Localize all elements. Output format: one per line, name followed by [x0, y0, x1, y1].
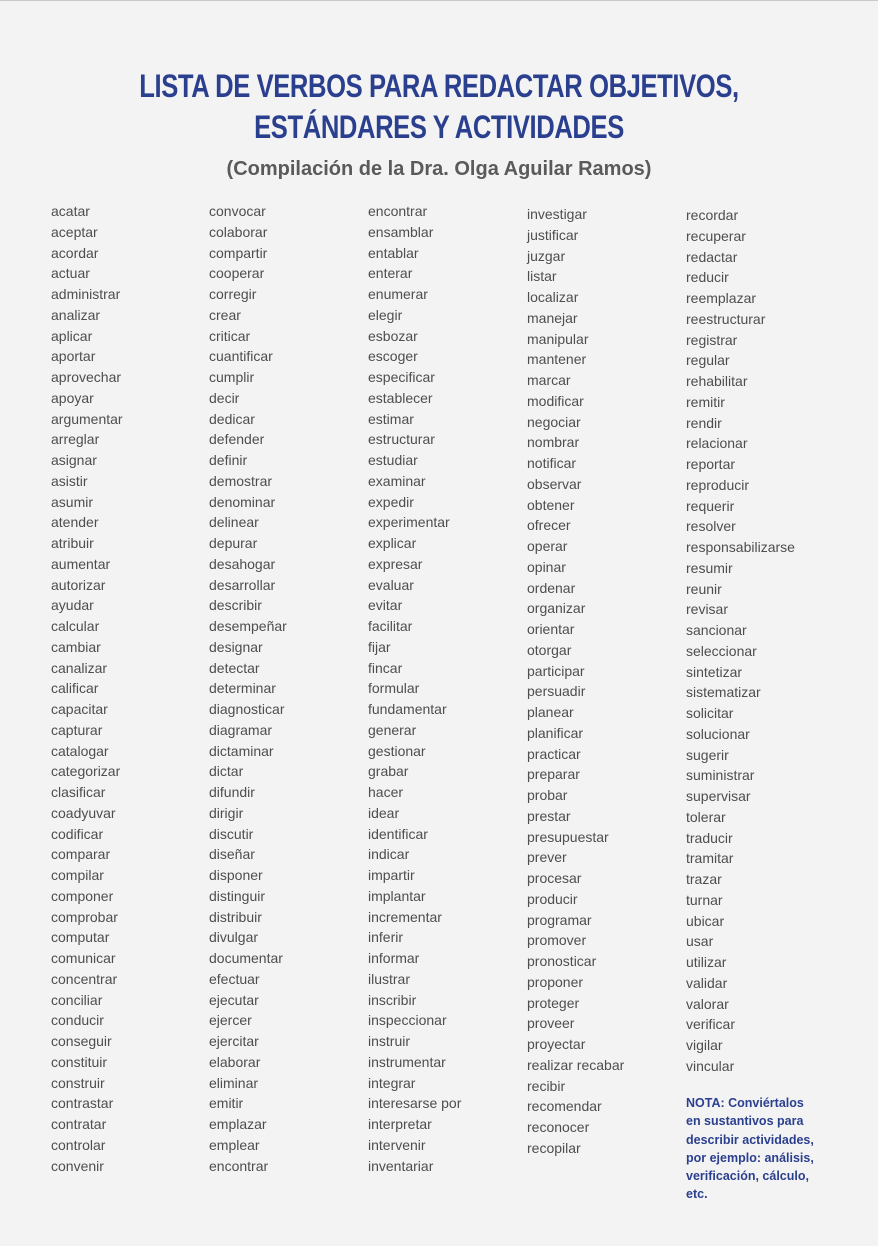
verb-item: autorizar — [51, 576, 106, 593]
verb-item: proteger — [527, 994, 580, 1011]
verb-item: atribuir — [51, 535, 94, 551]
verb-item: manejar — [527, 309, 578, 326]
verb-item: probar — [527, 787, 568, 803]
verb-item: experimentar — [368, 514, 450, 531]
verb-item: cuantificar — [209, 348, 273, 365]
verb-item: depurar — [209, 535, 258, 551]
verb-item: interesarse por — [368, 1095, 462, 1112]
verb-item: demostrar — [209, 472, 273, 489]
verb-item: especificar — [368, 369, 435, 385]
verb-item: desarrollar — [209, 576, 276, 593]
verb-item: ensamblar — [368, 223, 434, 240]
verb-item: suministrar — [686, 767, 755, 784]
verb-item: obtener — [527, 496, 575, 513]
verb-item: describir — [209, 597, 262, 614]
verb-item: entablar — [368, 244, 419, 261]
verb-item: inspeccionar — [368, 1012, 447, 1029]
verb-item: gestionar — [368, 742, 426, 759]
verb-item: generar — [368, 721, 417, 738]
verb-item: ofrecer — [527, 517, 571, 534]
verb-item: solucionar — [686, 725, 750, 742]
verb-item: defender — [209, 431, 265, 448]
verb-item: encontrar — [209, 1157, 269, 1174]
verb-item: trazar — [686, 871, 722, 887]
verb-item: concentrar — [51, 970, 118, 987]
verb-item: reestructurar — [686, 310, 766, 327]
verb-item: reducir — [686, 269, 729, 286]
verb-item: reemplazar — [686, 290, 757, 306]
verb-item: procesar — [527, 870, 582, 886]
verb-item: criticar — [209, 327, 251, 344]
verb-item: recomendar — [527, 1098, 602, 1115]
verb-item: fincar — [368, 659, 403, 676]
verb-item: registrar — [686, 331, 738, 348]
verb-item: proveer — [527, 1015, 575, 1032]
verb-item: programar — [527, 911, 592, 928]
verb-item: comparar — [51, 846, 111, 863]
verb-item: canalizar — [51, 659, 108, 676]
verb-item: compartir — [209, 244, 268, 261]
verb-item: construir — [51, 1074, 105, 1091]
verb-item: fijar — [368, 638, 391, 655]
verb-item: sancionar — [686, 622, 747, 638]
verb-item: ejercitar — [209, 1033, 259, 1049]
verb-item: justificar — [527, 226, 579, 243]
verb-item: prever — [527, 849, 567, 866]
verb-item: observar — [527, 475, 582, 492]
note-line: por ejemplo: análisis, — [686, 1150, 814, 1165]
verb-column-3 — [368, 201, 538, 1176]
verb-item: solicitar — [686, 705, 734, 721]
verb-item: promover — [527, 932, 587, 949]
verb-item: detectar — [209, 659, 260, 676]
verb-item: acordar — [51, 244, 99, 261]
verb-item: estimar — [368, 410, 414, 427]
verb-item: difundir — [209, 784, 255, 800]
verb-item: inventariar — [368, 1157, 434, 1174]
verb-item: capacitar — [51, 701, 108, 717]
page-title — [88, 66, 790, 148]
verb-item: diseñar — [209, 846, 255, 863]
verb-item: planear — [527, 704, 574, 720]
verb-item: marcar — [527, 372, 571, 388]
verb-item: revisar — [686, 601, 729, 618]
verb-item: explicar — [368, 535, 417, 551]
verb-item: integrar — [368, 1074, 416, 1091]
verb-item: corregir — [209, 286, 257, 302]
verb-item: divulgar — [209, 929, 259, 946]
note — [686, 1094, 846, 1204]
verb-item: catalogar — [51, 742, 109, 759]
title-line-1: LISTA DE VERBOS PARA REDACTAR OBJETIVOS, — [139, 68, 739, 104]
verb-item: tolerar — [686, 808, 726, 825]
verb-item: sugerir — [686, 746, 729, 763]
verb-item: validar — [686, 974, 728, 991]
verb-item: dictaminar — [209, 742, 274, 759]
note-line: verificación, cálculo, — [686, 1169, 809, 1184]
verb-item: intervenir — [368, 1136, 426, 1153]
verb-item: emitir — [209, 1095, 244, 1112]
verb-item: proponer — [527, 973, 584, 990]
verb-item: emplear — [209, 1136, 260, 1153]
verb-item: otorgar — [527, 641, 572, 658]
verb-item: reconocer — [527, 1119, 590, 1135]
verb-item: relacionar — [686, 435, 748, 452]
verb-item: analizar — [51, 306, 101, 323]
verb-item: asumir — [51, 493, 94, 510]
verb-item: estructurar — [368, 431, 435, 448]
verb-item: implantar — [368, 887, 426, 904]
verb-item: esbozar — [368, 327, 418, 344]
verb-item: distribuir — [209, 908, 262, 925]
verb-item: reunir — [686, 580, 722, 597]
verb-item: sintetizar — [686, 663, 743, 680]
verb-item: sistematizar — [686, 684, 761, 701]
verb-item: ejecutar — [209, 991, 259, 1008]
verb-item: conducir — [51, 1012, 104, 1029]
verb-item: rehabilitar — [686, 373, 748, 389]
verb-item: resumir — [686, 559, 733, 576]
verb-item: efectuar — [209, 970, 260, 987]
verb-item: aprovechar — [51, 369, 122, 385]
verb-item: expresar — [368, 555, 423, 572]
verb-item: cambiar — [51, 638, 101, 655]
verb-item: ayudar — [51, 597, 94, 614]
verb-item: elegir — [368, 306, 403, 323]
verb-item: vincular — [686, 1057, 735, 1074]
verb-item: asignar — [51, 452, 97, 468]
verb-item: vigilar — [686, 1037, 723, 1053]
verb-item: recopilar — [527, 1139, 581, 1156]
verb-item: grabar — [368, 763, 409, 780]
verb-item: planificar — [527, 724, 584, 741]
verb-item: remitir — [686, 393, 725, 410]
verb-item: aumentar — [51, 555, 111, 572]
verb-item: estudiar — [368, 452, 418, 468]
verb-item: listar — [527, 268, 557, 285]
verb-item: contrastar — [51, 1095, 114, 1112]
verb-item: distinguir — [209, 887, 266, 904]
verb-item: designar — [209, 638, 263, 655]
verb-item: incrementar — [368, 908, 442, 925]
verb-item: definir — [209, 452, 248, 468]
verb-item: tramitar — [686, 850, 734, 867]
verb-item: comunicar — [51, 950, 116, 966]
verb-item: colaborar — [209, 223, 268, 240]
verb-item: ordenar — [527, 579, 576, 596]
verb-item: resolver — [686, 518, 736, 535]
top-border — [0, 0, 878, 1]
verb-item: cooperar — [209, 265, 265, 282]
note-line: en sustantivos para — [686, 1114, 804, 1129]
verb-item: indicar — [368, 846, 410, 863]
verb-item: compilar — [51, 867, 104, 883]
verb-item: desempeñar — [209, 618, 287, 634]
verb-item: emplazar — [209, 1116, 267, 1132]
verb-item: nombrar — [527, 434, 580, 451]
verb-item: recuperar — [686, 227, 746, 244]
verb-item: enumerar — [368, 286, 428, 302]
verb-item: ejercer — [209, 1012, 252, 1029]
verb-item: crear — [209, 306, 241, 323]
verb-item: reportar — [686, 456, 736, 472]
verb-item: traducir — [686, 829, 733, 846]
title-line-2: ESTÁNDARES Y ACTIVIDADES — [254, 109, 624, 145]
subtitle: (Compilación de la Dra. Olga Aguilar Ramos) — [226, 158, 652, 180]
verb-item: dictar — [209, 763, 244, 780]
verb-item: organizar — [527, 600, 586, 617]
verb-item: aceptar — [51, 223, 98, 240]
verb-item: disponer — [209, 867, 263, 883]
verb-item: asistir — [51, 472, 88, 489]
note-line: describir actividades, — [686, 1132, 814, 1147]
verb-item: evaluar — [368, 576, 414, 593]
verb-item: arreglar — [51, 431, 100, 448]
verb-item: coadyuvar — [51, 804, 116, 821]
verb-item: evitar — [368, 597, 403, 614]
verb-item: calificar — [51, 680, 99, 697]
verb-item: inferir — [368, 929, 404, 946]
verb-item: supervisar — [686, 788, 751, 804]
verb-item: acatar — [51, 203, 90, 219]
verb-item: atender — [51, 514, 99, 531]
verb-item: opinar — [527, 558, 566, 575]
verb-item: operar — [527, 538, 568, 554]
verb-item: clasificar — [51, 784, 106, 800]
verb-item: aplicar — [51, 327, 93, 344]
verb-item: manipular — [527, 330, 589, 347]
verb-item: inscribir — [368, 991, 417, 1008]
verb-item: turnar — [686, 891, 723, 908]
verb-item: informar — [368, 950, 420, 966]
verb-item: componer — [51, 887, 114, 904]
verb-item: aportar — [51, 348, 96, 365]
verb-item: contratar — [51, 1116, 107, 1132]
verb-column-2 — [209, 201, 379, 1176]
verb-item: conseguir — [51, 1033, 112, 1049]
note-line: etc. — [686, 1187, 708, 1202]
verb-column-1 — [51, 201, 221, 1176]
verb-item: impartir — [368, 867, 415, 883]
verb-item: encontrar — [368, 203, 428, 219]
verb-item: eliminar — [209, 1074, 259, 1091]
verb-item: argumentar — [51, 410, 123, 427]
verb-item: ilustrar — [368, 970, 411, 987]
verb-item: capturar — [51, 721, 103, 738]
verb-item: instrumentar — [368, 1053, 446, 1070]
verb-item: diagnosticar — [209, 701, 285, 717]
verb-item: redactar — [686, 248, 738, 265]
verb-item: practicar — [527, 745, 581, 762]
verb-item: enterar — [368, 265, 413, 282]
verb-item: constituir — [51, 1053, 108, 1070]
verb-item: documentar — [209, 950, 283, 966]
verb-item: seleccionar — [686, 642, 757, 659]
verb-item: convenir — [51, 1157, 104, 1174]
verb-item: ubicar — [686, 912, 725, 929]
verb-item: administrar — [51, 286, 121, 302]
verb-item: modificar — [527, 392, 584, 409]
verb-item: pronosticar — [527, 953, 597, 969]
verb-item: actuar — [51, 265, 90, 282]
verb-item: orientar — [527, 621, 575, 637]
verb-item: proyectar — [527, 1036, 586, 1052]
verb-item: requerir — [686, 497, 735, 514]
verb-item: comprobar — [51, 908, 118, 925]
verb-item: escoger — [368, 348, 418, 365]
verb-item: participar — [527, 662, 585, 679]
verb-item: elaborar — [209, 1053, 261, 1070]
verb-item: negociar — [527, 413, 581, 430]
verb-item: facilitar — [368, 618, 413, 634]
verb-item: preparar — [527, 766, 580, 783]
verb-item: persuadir — [527, 683, 586, 700]
verb-item: investigar — [527, 206, 587, 222]
verb-item: interpretar — [368, 1116, 432, 1132]
verb-item: conciliar — [51, 991, 103, 1008]
verb-item: convocar — [209, 203, 266, 219]
verb-item: idear — [368, 804, 400, 821]
verb-item: apoyar — [51, 389, 94, 406]
verb-item: categorizar — [51, 763, 121, 780]
verb-item: realizar recabar — [527, 1056, 625, 1073]
verb-item: delinear — [209, 514, 259, 531]
verb-item: expedir — [368, 493, 414, 510]
verb-item: cumplir — [209, 369, 255, 385]
verb-item: producir — [527, 890, 578, 907]
verb-item: dirigir — [209, 804, 244, 821]
verb-item: juzgar — [527, 247, 566, 264]
verb-item: responsabilizarse — [686, 539, 795, 555]
verb-item: desahogar — [209, 555, 276, 572]
verb-item: codificar — [51, 825, 104, 842]
verb-item: dedicar — [209, 410, 255, 427]
verb-item: recordar — [686, 207, 739, 223]
verb-item: calcular — [51, 618, 100, 634]
verb-item: denominar — [209, 493, 276, 510]
verb-item: rendir — [686, 414, 722, 431]
verb-item: instruir — [368, 1033, 411, 1049]
verb-item: determinar — [209, 680, 276, 697]
verb-item: formular — [368, 680, 420, 697]
verb-item: computar — [51, 929, 110, 946]
verb-item: hacer — [368, 784, 404, 800]
verb-item: examinar — [368, 472, 426, 489]
verb-item: utilizar — [686, 954, 727, 970]
verb-item: reproducir — [686, 476, 750, 493]
verb-item: usar — [686, 933, 714, 950]
verb-item: establecer — [368, 389, 433, 406]
verb-item: valorar — [686, 995, 729, 1012]
verb-item: decir — [209, 389, 240, 406]
verb-item: discutir — [209, 825, 254, 842]
verb-item: fundamentar — [368, 701, 447, 717]
verb-item: notificar — [527, 455, 577, 471]
verb-column-4 — [527, 204, 697, 1159]
verb-item: identificar — [368, 825, 428, 842]
verb-item: verificar — [686, 1016, 736, 1033]
verb-column-5 — [686, 205, 856, 1077]
verb-item: mantener — [527, 351, 587, 368]
verb-item: diagramar — [209, 721, 273, 738]
verb-item: prestar — [527, 807, 571, 824]
verb-item: localizar — [527, 289, 579, 305]
verb-item: recibir — [527, 1077, 566, 1094]
verb-item: controlar — [51, 1136, 106, 1153]
verb-item: regular — [686, 352, 730, 369]
verb-item: presupuestar — [527, 828, 609, 845]
note-line: NOTA: Conviértalos — [686, 1096, 804, 1110]
